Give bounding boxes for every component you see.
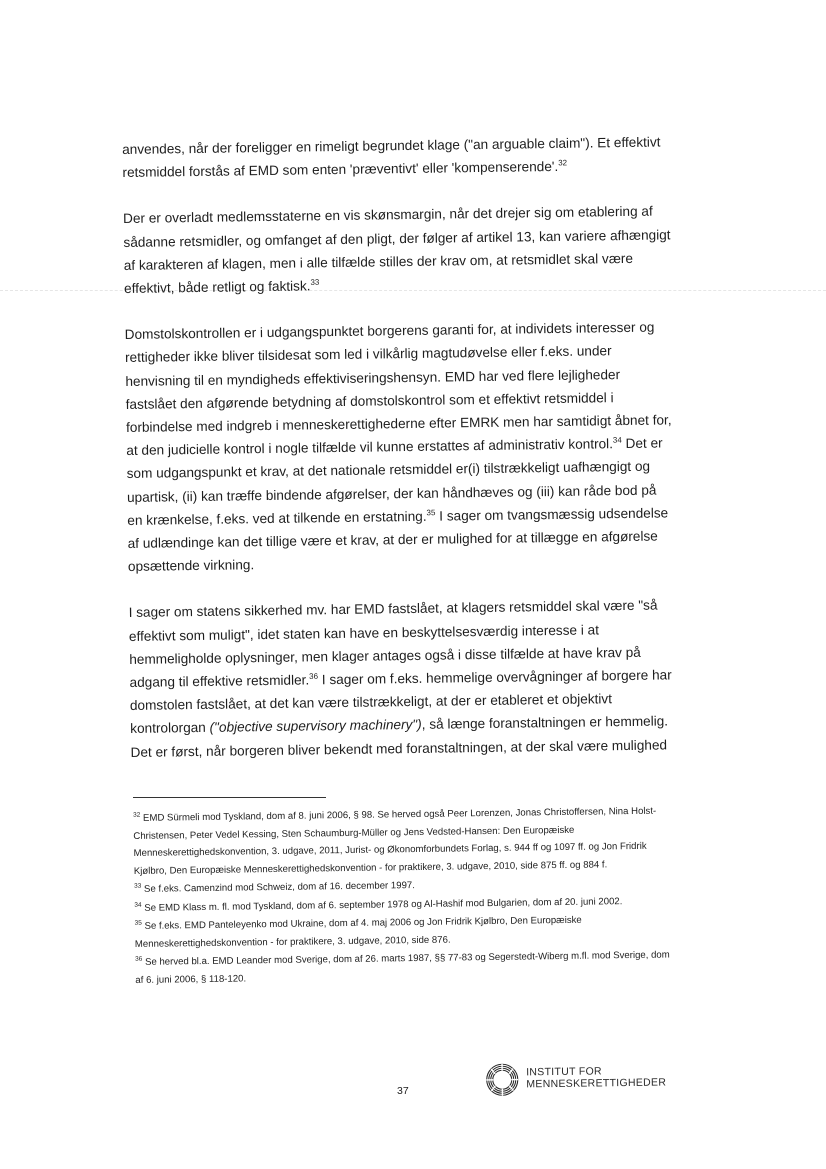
footnote-ref-34: 34 bbox=[612, 435, 622, 445]
paragraph-3-text-a: Domstolskontrollen er i udgangspunktet borgerens garanti for, at individets interesser og rettigheder ikke bliver tilsidesat som led i vilkårlig magtudøvelse eller f.eks. under henvisning til en myndigheds effektiviseringshensyn. EMD har ved flere lejligheder fastslået den afgørende betydning af domstolskontrol som et effektivt retsmiddel i forbindelse med indgreb i menneskerettighederne efter EMRK men har samtidigt åbnet for, at den judicielle kontrol i nogle tilfælde vil kunne erstattes af administrativ kontrol. bbox=[124, 319, 672, 459]
logo-line-1: INSTITUT FOR bbox=[526, 1065, 602, 1079]
body-text bbox=[122, 130, 679, 786]
paragraph-3 bbox=[125, 316, 677, 579]
footnote-ref-36: 36 bbox=[309, 671, 319, 681]
paragraph-4-text-a: I sager om statens sikkerhed mv. har EMD fastslået, at klagers retsmiddel skal være "så effektivt som muligt", idet staten kan have en beskyttelsesværdig interesse i at hemmeligholde oplysninger, men klager antages også i disse tilfælde at have krav på adgang til effektive retsmidler. bbox=[128, 598, 658, 691]
footnote-ref-33: 33 bbox=[310, 277, 320, 287]
paragraph-2 bbox=[123, 200, 672, 300]
paragraph-3-text-c: I sager om tvangsmæssig udsendelse af udlændinge kan det tillige være et krav, at der er mulighed for at tillægge en afgørelse opsættende virkning. bbox=[127, 505, 669, 575]
paragraph-4-italic-term: ("objective supervisory machinery") bbox=[209, 717, 422, 736]
logo-wordmark bbox=[526, 1064, 666, 1090]
paragraph-1 bbox=[122, 130, 671, 184]
footnote-ref-32: 32 bbox=[558, 158, 568, 168]
footnote-32 bbox=[133, 802, 674, 880]
footnote-text: Se f.eks. EMD Panteleyenko mod Ukraine, dom af 4. maj 2006 og Jon Fridrik Kjølbro, Den Europæiske Menneskerettighedskonvention - for praktikere, 3. udgave, 2010, side 876. bbox=[134, 914, 582, 950]
footnote-separator bbox=[133, 797, 326, 798]
footnote-number: 36 bbox=[135, 955, 143, 963]
footnote-number: 32 bbox=[133, 811, 141, 819]
paragraph-1-text: anvendes, når der foreligger en rimeligt begrundet klage ("an arguable claim"). Et effektivt retsmiddel forstås af EMD som enten 'præventivt' eller 'kompenserende'. bbox=[122, 134, 661, 181]
paragraph-4 bbox=[128, 594, 678, 764]
paragraph-2-text: Der er overladt medlemsstaterne en vis skønsmargin, når det drejer sig om etablering af sådanne retsmidler, og omfanget af den pligt, der følger af artikel 13, kan variere afhængigt af karakteren af klagen, men i alle tilfælde stilles der krav om, at retsmidlet skal være effektivt, både retligt og faktisk. bbox=[123, 204, 671, 297]
footnote-text: Se EMD Klass m. fl. mod Tyskland, dom af 6. september 1978 og Al-Hashif mod Bulgarien, dom af 20. juni 2002. bbox=[144, 895, 623, 914]
footnote-ref-35: 35 bbox=[426, 507, 436, 518]
logo-line-2: MENNESKERETTIGHEDER bbox=[526, 1076, 667, 1091]
footnote-text: EMD Sürmeli mod Tyskland, dom af 8. juni 2006, § 98. Se herved også Peer Lorenzen, Jonas Christoffersen, Nina Holst-Christensen, Peter Vedel Kessing, Sten Schaumburg-Müller og Jens Vedsted-Hansen: Den Europæiske Menneskerettighedskonvention, 3. udgave, 2011, Jurist- og Økonomforbundets Forlag, s. 944 ff og 1097 ff. og Jon Fridrik Kjølbro, Den Europæiske Menneskerettighedskonvention - for praktikere, 3. udgave, 2010, side 875 ff. og 884 f. bbox=[133, 805, 657, 877]
footnote-text: Se herved bl.a. EMD Leander mod Sverige, dom af 26. marts 1987, §§ 77-83 og Segerstedt-Wiberg m.fl. mod Sverige, dom af 6. juni 2006, § 118-120. bbox=[135, 949, 670, 986]
footnote-number: 35 bbox=[134, 919, 142, 927]
footnote-text: Se f.eks. Camenzind mod Schweiz, dom af 16. december 1997. bbox=[143, 880, 415, 895]
institute-logo bbox=[484, 1059, 695, 1102]
page-number: 37 bbox=[397, 1085, 409, 1097]
paragraph-4-text-c: , så længe foranstaltningen er hemmelig. Det er først, når borgeren bliver bekendt med foranstaltningen, at der skal være mulighed bbox=[130, 713, 669, 760]
footnote-number: 34 bbox=[134, 901, 142, 909]
footnote-number: 33 bbox=[134, 882, 142, 890]
paragraph-3-text-b: Det er som udgangspunkt et krav, at det nationale retsmiddel er(i) tilstrækkeligt uafhængigt og upartisk, (ii) kan træffe bindende afgørelser, der kan håndhæves og (iii) kan råde bod på en krænkelse, f.eks. ved at tilkende en erstatning. bbox=[126, 435, 663, 528]
ring-logo-icon bbox=[484, 1061, 520, 1097]
footnote-36 bbox=[135, 946, 675, 989]
paragraph-4-text-b: I sager om f.eks. hemmelige overvågninger af borgere har domstolen fastslået, at det kan være tilstrækkeligt, at der er etableret et objektivt kontrolorgan bbox=[129, 667, 672, 737]
footnotes bbox=[133, 802, 675, 990]
